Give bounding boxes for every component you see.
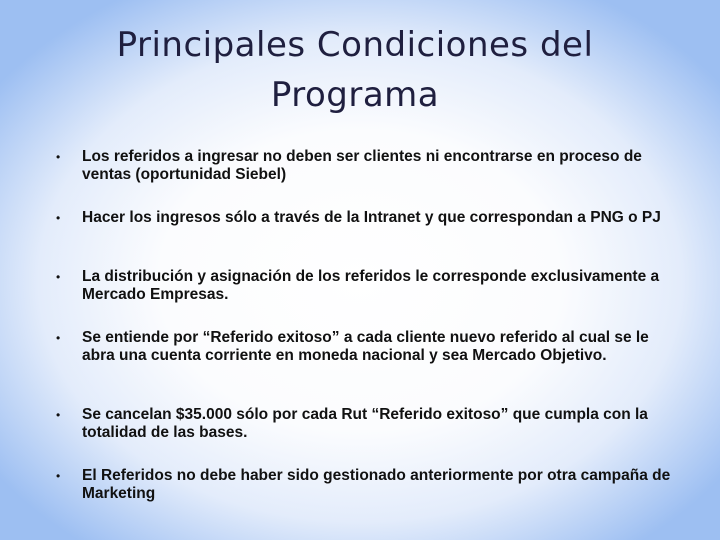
- bullet-text: Se cancelan $35.000 sólo por cada Rut “Referido exitoso” que cumpla con la totalidad de las bases.: [82, 406, 648, 441]
- slide-title-line-1: Principales Condiciones del: [116, 25, 594, 65]
- bullet-item: [56, 329, 676, 365]
- bullet-text: El Referidos no debe haber sido gestionado anteriormente por otra campaña de Marketing: [82, 467, 671, 502]
- slide-title: [90, 20, 620, 120]
- bullet-item: [56, 268, 676, 304]
- bullet-dot-icon: •: [56, 469, 61, 483]
- bullet-text: Se entiende por “Referido exitoso” a cada cliente nuevo referido al cual se le abra una cuenta corriente en moneda nacional y sea Mercado Objetivo.: [82, 329, 649, 364]
- bullet-item: [56, 209, 676, 227]
- bullet-dot-icon: •: [56, 331, 61, 345]
- bullet-dot-icon: •: [56, 150, 61, 164]
- bullet-dot-icon: •: [56, 408, 61, 422]
- bullet-text: La distribución y asignación de los referidos le corresponde exclusivamente a Mercado Empresas.: [82, 268, 660, 303]
- bullet-item: [56, 406, 676, 442]
- bullet-item: [56, 467, 676, 503]
- bullet-dot-icon: •: [56, 211, 61, 225]
- bullet-dot-icon: •: [56, 270, 61, 284]
- bullet-text: Hacer los ingresos sólo a través de la Intranet y que correspondan a PNG o PJ: [82, 209, 661, 226]
- bullet-item: [56, 148, 676, 184]
- slide-title-line-2: Programa: [270, 75, 440, 115]
- bullet-text: Los referidos a ingresar no deben ser clientes ni encontrarse en proceso de ventas (oportunidad Siebel): [82, 148, 642, 183]
